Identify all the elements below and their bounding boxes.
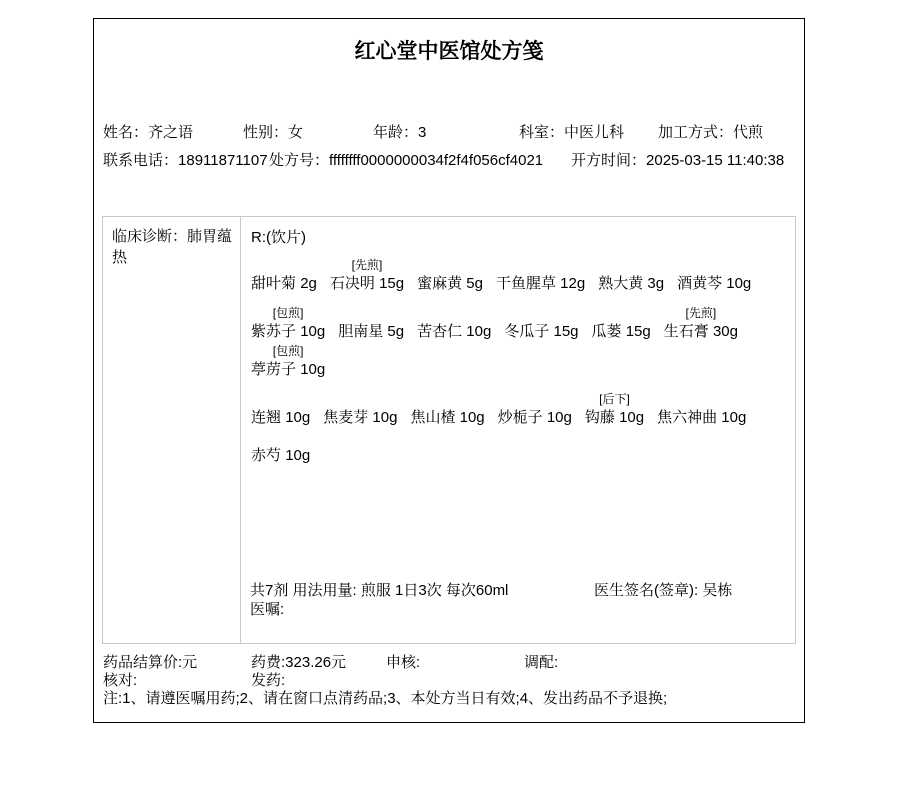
herb-note: [包煎] (272, 344, 304, 358)
doctor-signature: 医生签名(签章): 吴栋 (594, 582, 733, 599)
patient-department: 科室：中医儿科 (519, 124, 625, 141)
herb-quantity: 10g (372, 409, 398, 426)
herb-name: 干鱼腥草 (495, 275, 556, 292)
herb-note (677, 256, 751, 274)
herb-note (504, 304, 578, 322)
dispense-field: 调配: (524, 654, 559, 671)
herb-row (251, 304, 787, 380)
herb-note: [先煎] (351, 258, 383, 272)
herb-note (410, 390, 484, 408)
herb-name: 瓜蒌 (591, 323, 622, 340)
herb-name: 赤芍 (251, 447, 282, 464)
rx-header: R:(饮片) (251, 229, 306, 246)
herb-note (657, 390, 746, 408)
footer-notes: 注:1、请遵医嘱用药;2、请在窗口点清药品;3、本处方当日有效;4、发出药品不予退换; (103, 690, 668, 707)
herb-item (504, 304, 578, 342)
herb-item (410, 390, 484, 428)
herb-quantity: 5g (387, 323, 405, 340)
herb-note (498, 390, 572, 408)
herb-name: 葶苈子 (251, 361, 297, 378)
herb-quantity: 10g (300, 361, 326, 378)
herb-item (585, 390, 644, 428)
patient-name: 姓名：齐之语 (103, 124, 194, 141)
herb-name: 蜜麻黄 (417, 275, 463, 292)
herb-item (498, 390, 572, 428)
prescription-page (93, 18, 805, 723)
herb-note (496, 256, 585, 274)
clinical-diagnosis: 临床诊断：肺胃蕴热 (103, 217, 241, 643)
herb-item (496, 256, 585, 294)
herb-note (323, 390, 397, 408)
herb-note (417, 256, 483, 274)
herb-note (251, 256, 317, 274)
herb-name: 焦麦芽 (323, 409, 369, 426)
patient-age: 年龄：3 (373, 124, 427, 141)
herb-name: 生石膏 (663, 323, 709, 340)
herb-row (251, 390, 787, 466)
issue-field: 发药: (251, 672, 286, 689)
herb-note (592, 304, 651, 322)
herb-name: 石决明 (329, 275, 375, 292)
herb-name: 钩藤 (584, 409, 615, 426)
herb-quantity: 15g (379, 275, 405, 292)
herb-note (417, 304, 491, 322)
herb-quantity: 10g (459, 409, 485, 426)
herb-note: [先煎] (685, 306, 717, 320)
herb-name: 紫苏子 (251, 323, 297, 340)
herb-quantity: 10g (285, 409, 311, 426)
prescription-body-box (102, 216, 796, 644)
herb-item (657, 390, 746, 428)
herb-name: 熟大黄 (598, 275, 644, 292)
page-title: 红心堂中医馆处方笺 (354, 40, 544, 63)
herb-item (417, 256, 483, 294)
herb-name: 冬瓜子 (504, 323, 550, 340)
herb-quantity: 10g (300, 323, 326, 340)
herb-quantity: 12g (560, 275, 586, 292)
herb-item (251, 304, 325, 342)
herb-name: 连翘 (251, 409, 282, 426)
contact-phone: 联系电话：18911871107 (103, 152, 268, 169)
herb-item (592, 304, 651, 342)
herb-name: 苦杏仁 (417, 323, 463, 340)
herb-quantity: 3g (647, 275, 665, 292)
herb-note (338, 304, 404, 322)
prescription-time: 开方时间：2025-03-15 11:40:38 (571, 152, 785, 169)
herb-quantity: 10g (619, 409, 645, 426)
herb-name: 胆南星 (338, 323, 384, 340)
herb-note (598, 256, 664, 274)
prescription-number: 处方号：ffffffff0000000034f2f4f056cf4021 (269, 152, 544, 169)
check-field: 核对: (103, 672, 138, 689)
doctor-advice-label: 医嘱: (250, 601, 285, 618)
herb-quantity: 15g (625, 323, 651, 340)
processing-method: 加工方式：代煎 (658, 124, 764, 141)
herb-quantity: 5g (466, 275, 483, 292)
herb-quantity: 15g (553, 323, 579, 340)
herb-name: 焦六神曲 (657, 409, 718, 426)
herb-note: [后下] (599, 392, 630, 406)
herb-quantity: 10g (466, 323, 492, 340)
herb-quantity: 10g (721, 409, 747, 426)
herb-quantity: 10g (285, 447, 311, 464)
herb-note (251, 428, 310, 446)
herb-name: 酒黄芩 (677, 275, 723, 292)
herb-item (417, 304, 491, 342)
drug-settlement-price: 药品结算价:元 (103, 654, 198, 671)
herb-name: 焦山楂 (410, 409, 456, 426)
herb-item (251, 390, 310, 428)
herb-item (677, 256, 751, 294)
herb-row (251, 256, 787, 294)
herb-note (251, 390, 310, 408)
herb-item (251, 428, 310, 466)
herb-quantity: 10g (726, 275, 752, 292)
drug-fee: 药费:323.26元 (251, 654, 347, 671)
herb-name: 炒栀子 (497, 409, 543, 426)
patient-gender: 性别：女 (243, 124, 304, 141)
herb-item (251, 256, 317, 294)
herb-item (598, 256, 664, 294)
herb-quantity: 2g (300, 275, 317, 292)
dosage-summary: 共7剂 用法用量: 煎服 1日3次 每次60ml (250, 582, 509, 599)
herb-item (323, 390, 397, 428)
herb-item (330, 256, 404, 294)
herb-quantity: 10g (546, 409, 572, 426)
herb-item (664, 304, 738, 342)
herb-item (338, 304, 404, 342)
herb-name: 甜叶菊 (251, 275, 297, 292)
herb-quantity: 30g (712, 323, 738, 340)
herb-item (251, 342, 325, 380)
herb-note: [包煎] (272, 306, 304, 320)
review-field: 申核: (386, 654, 421, 671)
